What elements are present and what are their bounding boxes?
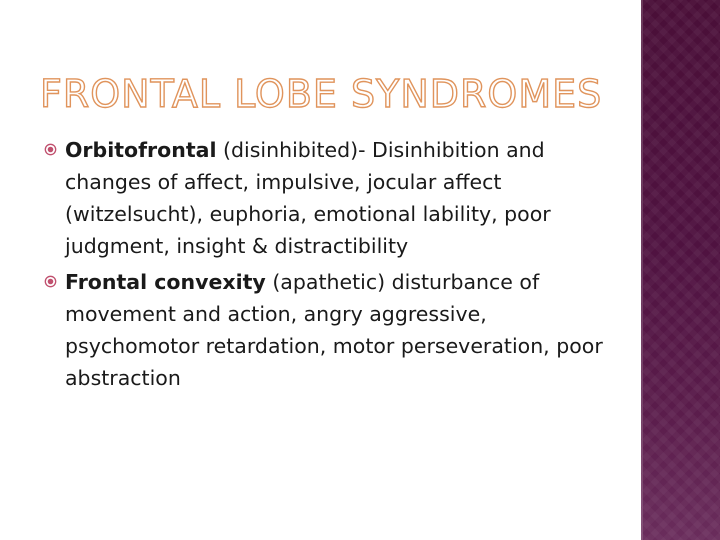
target-bullet-icon: [44, 275, 57, 288]
bullet-text: (apathetic) disturbance of movement and action, angry aggressive, psychomotor retardation, motor perseveration, poor abstraction: [65, 270, 603, 390]
bullet-item-frontal-convexity: [44, 266, 604, 394]
bullet-term: Orbitofrontal: [65, 138, 217, 162]
bullet-list: [44, 134, 604, 398]
decorative-side-panel: [641, 0, 720, 540]
slide-title: FRONTAL LOBE SYNDROMES: [40, 72, 603, 116]
bullet-text: (disinhibited)- Disinhibition and changes of affect, impulsive, jocular affect (witzelsucht), euphoria, emotional lability, poor judgment, insight & distractibility: [65, 138, 551, 258]
bullet-item-orbitofrontal: [44, 134, 604, 262]
target-bullet-icon: [44, 143, 57, 156]
bullet-term: Frontal convexity: [65, 270, 266, 294]
